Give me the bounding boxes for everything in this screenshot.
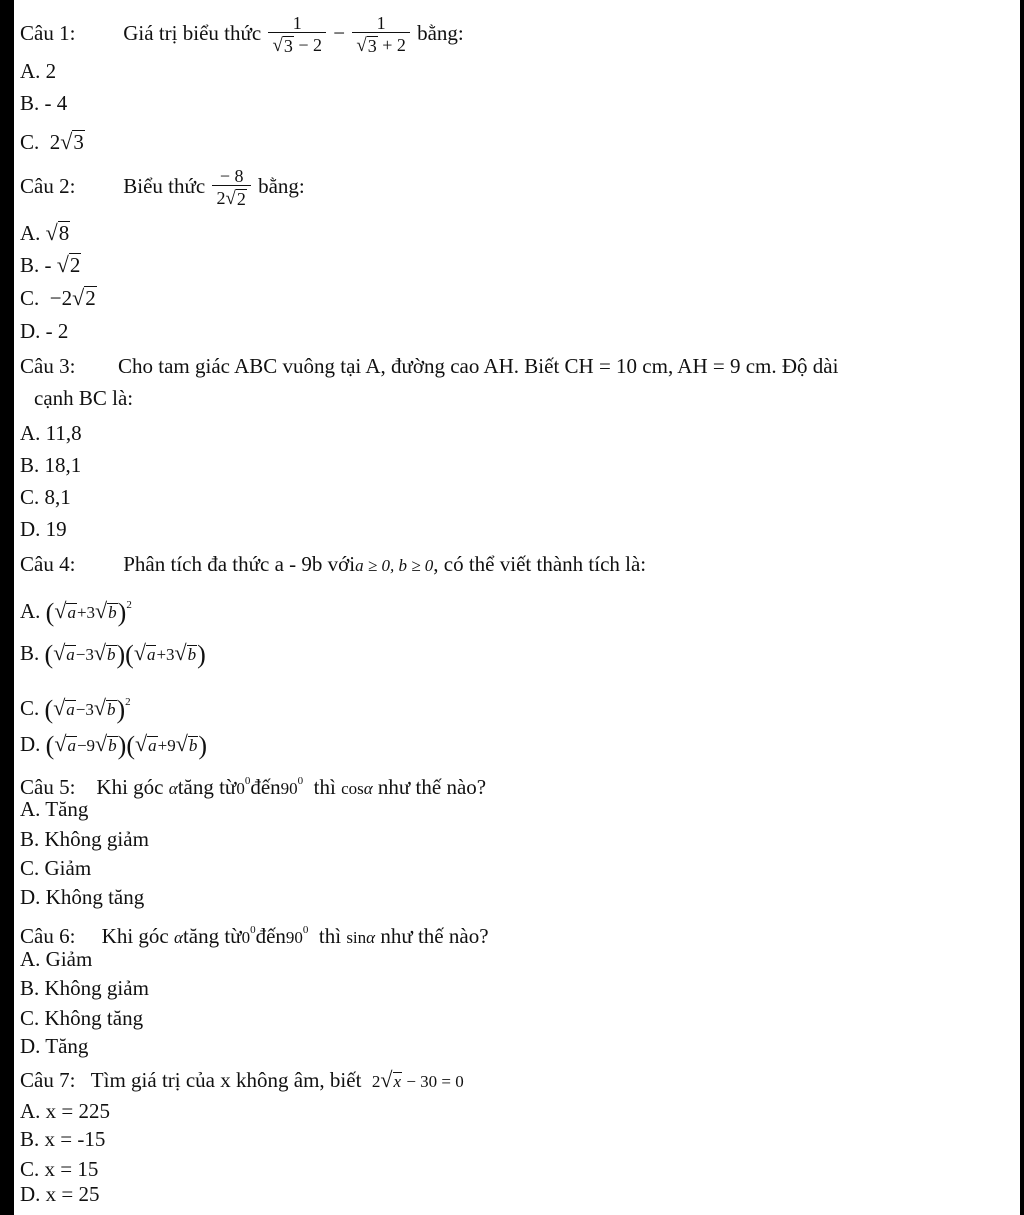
fraction: − 8 2 √ 2 [212,167,250,209]
option-a[interactable]: A. ( √ a +3 √ b )$^2$ [20,598,132,627]
question-text: Giá trị biểu thức [123,20,262,45]
fraction-1: 1 √ 3 − 2 [268,14,326,56]
minus-sign: − [333,20,346,45]
question-1 [20,14,464,56]
option-c[interactable]: C. ( √ a −3 √ b )$^2$ [20,695,131,724]
option-a[interactable]: A. x = 225 [20,1099,111,1123]
option-c[interactable]: C. −2 √ 2 [20,285,96,310]
question-2 [20,167,305,209]
question-text-end: , có thể viết thành tích là: [433,552,647,576]
sqrt: √ a [135,731,157,756]
option-a[interactable]: A. Tăng [20,797,89,821]
option-d[interactable]: D. 19 [20,517,67,541]
option-b[interactable]: B. Không giảm [20,976,149,1000]
sqrt: √ b [93,695,116,720]
sqrt: √ 2 [56,252,81,277]
worksheet-page [14,0,1020,1215]
question-7: Câu 7: Tìm giá trị của x không âm, biết 2 √ x − 30 = 0 [20,1067,464,1092]
question-label: Câu 2: [20,173,76,198]
sqrt: √ 8 [45,220,70,245]
sqrt: √ a [54,731,76,756]
question-text-end: bằng: [417,20,464,45]
question-text: Phân tích đa thức a - 9b với [123,552,356,576]
sqrt: √ 3 [356,35,377,57]
question-5: Câu 5: Khi góc αtăng $từ0^0đến90^0$ thì cosα như thế nào? [20,775,487,799]
question-label: Câu 4: [20,552,76,576]
option-a[interactable]: A. Giảm [20,947,93,971]
option-c[interactable]: C. x = 15 [20,1157,99,1181]
option-d[interactable]: D. - 2 [20,319,69,343]
sqrt: √ 3 [60,129,84,154]
question-text-end: bằng: [258,173,305,198]
question-text: Tìm giá trị của x không âm, biết [90,1068,362,1092]
option-b[interactable]: B. 18,1 [20,453,82,477]
sqrt: √ 3 [272,35,293,57]
question-label: Câu 3: [20,354,76,378]
sqrt: √ b [95,598,117,623]
option-a[interactable]: A. 11,8 [20,421,82,445]
question-label: Câu 6: [20,924,76,948]
fraction-2: 1 √ 3 + 2 [352,14,410,56]
question-3 [20,353,838,379]
option-c[interactable]: C. Giảm [20,856,92,880]
option-d[interactable]: D. ( √ a −9 √ b )( √ a +9 √ b ) [20,731,207,760]
option-a[interactable]: A. 2 [20,59,57,83]
sqrt: √ b [174,640,197,665]
sqrt: √ a [133,640,156,665]
question-label: Câu 5: [20,775,76,799]
option-b[interactable]: B. - 4 [20,91,68,115]
sqrt: √ a [53,695,75,720]
question-4 [20,551,646,579]
option-c[interactable]: C. 2 √ 3 [20,129,84,154]
question-text-line2: cạnh BC là: [34,386,134,410]
sqrt: √ 2 [225,188,246,210]
option-d[interactable]: D. x = 25 [20,1182,100,1206]
option-c[interactable]: C. Không tăng [20,1006,144,1030]
option-a[interactable]: A. √ 8 [20,220,70,245]
question-label: Câu 7: [20,1068,76,1092]
question-text: Biểu thức [123,173,206,198]
sqrt: √ b [95,731,117,756]
sqrt: √ b [175,731,198,756]
option-b[interactable]: B. - √ 2 [20,252,81,277]
option-c[interactable]: C. 8,1 [20,485,71,509]
sqrt: √ a [53,640,75,665]
condition: a ≥ 0, b ≥ 0 [355,556,434,575]
option-b[interactable]: B. x = -15 [20,1127,106,1151]
question-label: Câu 1: [20,20,76,45]
question-6: Câu 6: Khi góc αtăng $từ0^0đến90^0$ thì sinα như thế nào? [20,924,489,948]
question-text: Cho tam giác ABC vuông tại A, đường cao AH. Biết CH = 10 cm, AH = 9 cm. Độ dài [118,354,839,378]
option-d[interactable]: D. Tăng [20,1034,89,1058]
sqrt: √ 2 [72,285,96,310]
option-b[interactable]: B. ( √ a −3 √ b )( √ a +3 √ b ) [20,640,206,669]
option-b[interactable]: B. Không giảm [20,827,149,851]
sqrt: √ x [380,1067,402,1092]
sqrt: √ b [93,640,116,665]
option-d[interactable]: D. Không tăng [20,885,145,909]
sqrt: √ a [54,598,76,623]
